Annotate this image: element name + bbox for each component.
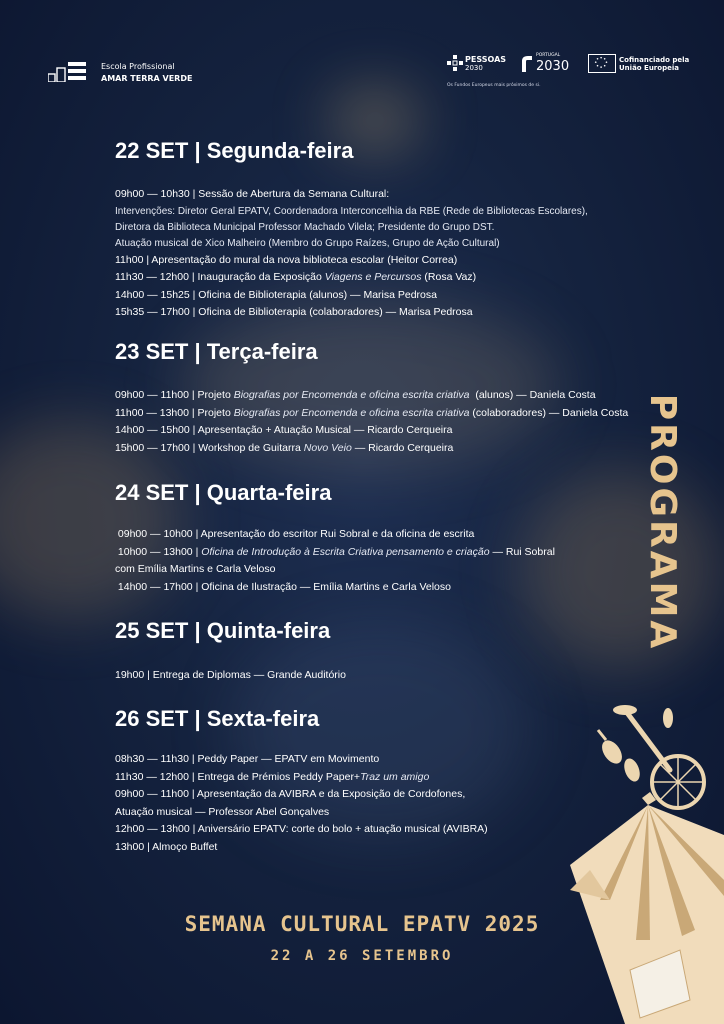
day-section-thursday (115, 618, 346, 685)
day-title: 22 SET | Segunda-feira (115, 138, 354, 163)
schedule-italic-text: Viagens e Percursos (324, 271, 422, 283)
day-section-friday (115, 706, 488, 856)
school-name-line2: AMAR TERRA VERDE (101, 74, 193, 83)
schedule-italic-text: Oficina de Introdução à Escrita Criativa pensamento e criação (201, 545, 490, 558)
schedule-text: 11h00 — 13h00 | Projeto (115, 406, 234, 419)
schedule-text: 15h00 — 17h00 | Workshop de Guitarra (115, 441, 304, 454)
schedule-italic-text: Traz um amigo (360, 770, 430, 783)
schedule-item (115, 269, 588, 287)
schedule-text: 11h30 — 12h00 | Inauguração da Exposição (115, 271, 325, 283)
schedule-text: — Rui Sobral (489, 545, 555, 558)
portugal-logo-icon (520, 55, 534, 73)
eu-text-line1: Cofinanciado pela (619, 56, 690, 64)
schedule-italic-text: Novo Veio (303, 441, 352, 454)
schedule-text: 10h00 — 13h00 | (115, 545, 202, 558)
schedule-item: Intervenções: Diretor Geral EPATV, Coordenadora Interconcelhia da RBE (Rede de Bibliotecas Escolares), (115, 205, 588, 217)
schedule-item: 14h00 — 15h00 | Apresentação + Atuação Musical — Ricardo Cerqueira (115, 424, 453, 436)
schedule-item (115, 544, 555, 562)
schedule-text: (Rosa Vaz) (421, 271, 477, 283)
day-title: 23 SET | Terça-feira (115, 339, 318, 364)
schedule-item (115, 440, 628, 458)
schedule-item (115, 387, 628, 405)
eu-text-line2: União Europeia (619, 64, 679, 72)
schedule-item: Diretora da Biblioteca Municipal Professor Machado Vilela; Presidente do Grupo DST. (115, 221, 495, 233)
portugal-year: 2030 (536, 59, 570, 74)
schedule-item: 14h00 — 17h00 | Oficina de Ilustração — Emília Martins e Carla Veloso (115, 580, 451, 593)
day-section-wednesday (115, 480, 555, 596)
day-title: 24 SET | Quarta-feira (115, 480, 332, 505)
schedule-item: 15h35 — 17h00 | Oficina de Biblioterapia (colaboradores) — Marisa Pedrosa (115, 306, 473, 318)
event-title: SEMANA CULTURAL EPATV 2025 (184, 912, 540, 936)
day-section-tuesday (115, 339, 628, 457)
school-name (101, 61, 192, 85)
portugal-small-label: PORTUGAL (536, 53, 561, 58)
schedule-text: 11h30 — 12h00 | Entrega de Prémios Peddy Paper+ (115, 770, 361, 783)
school-logo-icon (48, 62, 90, 82)
day-title: 25 SET | Quinta-feira (115, 618, 331, 643)
circus-tent-illustration-icon (570, 700, 724, 1024)
pessoas-year: 2030 (465, 64, 483, 72)
school-name-line1: Escola Profissional (101, 62, 175, 71)
eu-flag-icon (588, 54, 616, 73)
portugal-logo (536, 52, 569, 74)
programa-label: PROGRAMA (642, 393, 683, 652)
schedule-text: — Ricardo Cerqueira (351, 441, 454, 454)
pessoas-logo (465, 56, 506, 72)
schedule-item: com Emília Martins e Carla Veloso (115, 563, 276, 575)
schedule-item: 14h00 — 15h25 | Oficina de Biblioterapia (alunos) — Marisa Pedrosa (115, 288, 437, 301)
schedule-item: 12h00 — 13h00 | Aniversário EPATV: corte do bolo + atuação musical (AVIBRA) (115, 823, 488, 835)
schedule-item: 13h00 | Almoço Buffet (115, 840, 218, 853)
schedule-text: (colaboradores) — Daniela Costa (469, 406, 629, 419)
day-section-monday (115, 138, 588, 322)
funds-note: Os Fundos Europeus mais próximos de si. (447, 83, 541, 88)
schedule-item: 09h00 — 10h30 | Sessão de Abertura da Semana Cultural: (115, 188, 390, 200)
pessoas-logo-icon (447, 55, 463, 71)
schedule-text: (alunos) — Daniela Costa (469, 389, 596, 401)
schedule-item: Atuação musical de Xico Malheiro (Membro do Grupo Raízes, Grupo de Ação Cultural) (115, 237, 500, 249)
schedule-item: 19h00 | Entrega de Diplomas — Grande Auditório (115, 669, 346, 681)
schedule-item: 09h00 — 10h00 | Apresentação do escritor Rui Sobral e da oficina de escrita (115, 528, 475, 540)
day-title: 26 SET | Sexta-feira (115, 706, 320, 731)
event-dates: 22 A 26 SETEMBRO (270, 948, 454, 964)
schedule-text: 09h00 — 11h00 | Projeto (115, 389, 234, 401)
schedule-item: 11h00 | Apresentação do mural da nova biblioteca escolar (Heitor Correa) (115, 253, 458, 266)
schedule-italic-text: Biografias por Encomenda e oficina escrita criativa (233, 406, 470, 419)
eu-cofinance-label (619, 56, 689, 72)
schedule-item: 09h00 — 11h00 | Apresentação da AVIBRA e da Exposição de Cordofones, (115, 788, 466, 800)
schedule-item (115, 769, 488, 787)
schedule-item: Atuação musical — Professor Abel Gonçalves (115, 805, 330, 818)
schedule-italic-text: Biografias por Encomenda e oficina escrita criativa (233, 389, 470, 401)
schedule-item (115, 405, 628, 423)
pessoas-label: PESSOAS (465, 55, 507, 64)
schedule-item: 08h30 — 11h30 | Peddy Paper — EPATV em Movimento (115, 753, 380, 765)
